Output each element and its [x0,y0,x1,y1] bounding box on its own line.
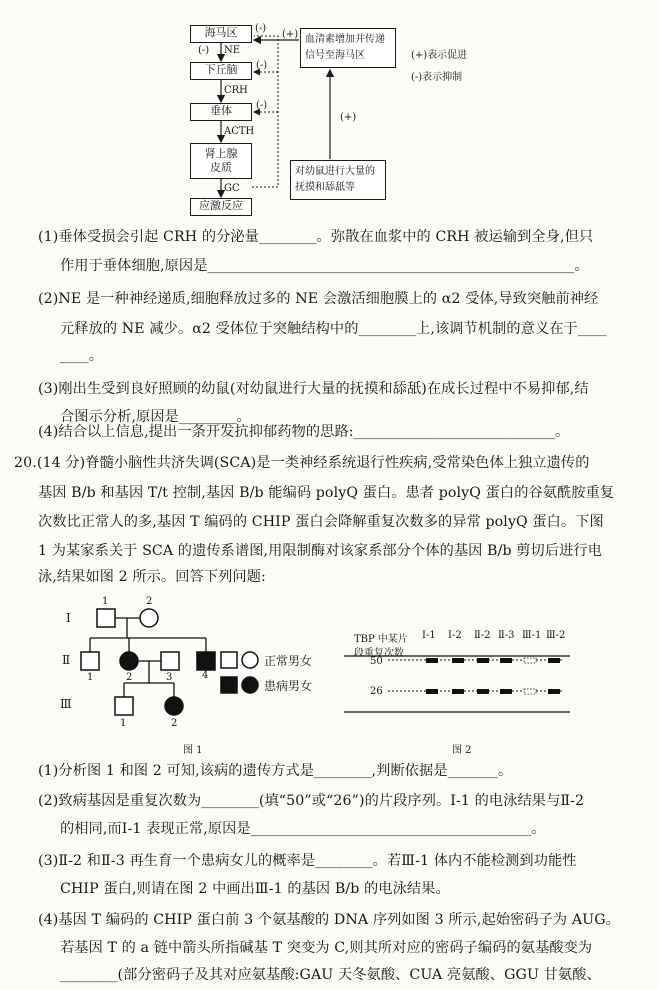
band-26-ii2 [477,689,489,694]
adrenal-cortex-box: 肾上腺 皮质 [190,143,252,179]
acth-label: ACTH [224,126,255,137]
label-ii4: 4 [202,670,209,681]
label-iii1: 1 [120,718,127,729]
band-50-iii1-blank [524,658,536,663]
generation-i-label: I [66,611,71,625]
male-ii3 [161,652,179,670]
band-50-i1 [426,658,438,663]
generation-iii-label: Ⅲ [60,697,72,711]
legend-affected-male [221,677,237,693]
text-line: ____。 [60,348,104,364]
ne-inhibit-mark: (-) [198,45,210,56]
label-iii2: 2 [171,718,178,729]
label-i1: 1 [102,596,109,607]
text-line: 作用于垂体细胞,原因是___________________________________________________。 [60,258,589,274]
signal-promote: (+) [282,29,299,40]
stress-response-box: 应激反应 [190,198,252,216]
band-50-iii2 [548,658,560,663]
row-label-50: 50 [370,656,383,667]
figure-2-caption: 图 2 [452,745,472,756]
text-line: (3)刚出生受到良好照顾的幼鼠(对幼鼠进行大量的抚摸和舔舐)在成长过程中不易抑郁,结 [38,381,589,397]
ne-label: NE [224,45,241,56]
label-i2: 2 [146,596,153,607]
legend-promote: (+)表示促进 [411,50,468,61]
male-ii4-affected [197,652,215,670]
legend-affected-female [242,677,258,693]
lane-label-iii1: Ⅲ-1 [522,630,542,641]
care-promote: (+) [340,112,357,123]
text-line: 20.(14 分)脊髓小脑性共济失调(SCA)是一类神经系统退行性疾病,受常染色体上独立遗传的 [14,455,590,471]
text-line: (2)NE 是一种神经递质,细胞释放过多的 NE 会激活细胞膜上的 α2 受体,导致突触前神经 [38,291,599,307]
text-line: CHIP 蛋白,则请在图 2 中画出Ⅲ-1 的基因 B/b 的电泳结果。 [60,881,450,897]
band-26-iii2 [548,689,560,694]
row-label-26: 26 [370,686,383,697]
feedback-inhibit-1: (-) [255,23,267,34]
text-line: 的相同,而Ⅰ-1 表现正常,原因是_______________________________________。 [60,821,546,837]
female-i2 [140,609,158,627]
label-ii3: 3 [166,672,173,683]
label-ii2: 2 [126,672,133,683]
band-50-i2 [452,658,464,663]
crh-label: CRH [224,85,248,96]
flow-arrows [0,0,658,230]
band-26-ii3 [500,689,512,694]
lane-label-i1: Ⅰ-1 [422,630,436,641]
gel-header-line1: TBP 中某片 [354,634,408,645]
female-iii2-affected [165,697,183,715]
text-line: 1 为某家系关于 SCA 的遗传系谱图,用限制酶对该家系部分个体的基因 B/b 剪切后进行电 [38,543,602,559]
text-line: 次数比正常人的多,基因 T 编码的 CHIP 蛋白会降解重复次数多的异常 polyQ 蛋白。下图 [38,514,604,530]
text-line: (4)基因 T 编码的 CHIP 蛋白前 3 个氨基酸的 DNA 序列如图 3 所示,起始密码子为 AUG。 [38,912,620,928]
male-i1 [97,609,115,627]
text-line: 合图示分析,原因是________。 [60,409,251,425]
band-26-i1 [426,689,438,694]
legend-normal-male [221,652,237,668]
serotonin-signal-box: 血清素增加并传递信号至海马区 [300,28,396,68]
legend-inhibit: (-)表示抑制 [411,72,463,83]
legend-normal-label: 正常男女 [264,654,313,668]
text-line: (1)分析图 1 和图 2 可知,该病的遗传方式是________,判断依据是_______。 [38,763,513,779]
legend-affected-label: 患病男女 [264,679,313,693]
band-26-i2 [452,689,464,694]
gel-header-line2: 段重复次数 [354,648,404,659]
female-ii2-affected [120,652,138,670]
lane-label-ii2: Ⅱ-2 [474,630,491,641]
generation-ii-label: Ⅱ [62,653,71,667]
text-line: 基因 B/b 和基因 T/t 控制,基因 B/b 能编码 polyQ 蛋白。患者 polyQ 蛋白的谷氨酰胺重复 [38,485,615,501]
lane-label-iii2: Ⅲ-2 [546,630,566,641]
figure-1-caption: 图 1 [183,745,203,756]
text-line: 泳,结果如图 2 所示。回答下列问题: [38,569,266,585]
legend-normal-female [242,652,258,668]
gel-chart [340,640,580,720]
text-line: (3)Ⅱ-2 和Ⅱ-3 再生育一个患病女儿的概率是________。若Ⅲ-1 体内不能检测到功能性 [38,853,577,869]
male-iii1 [115,697,133,715]
text-line: 若基因 T 的 a 链中箭头所指碱基 T 突变为 C,则其所对应的密码子编码的氨基酸变为 [60,940,593,956]
hypothalamus-box: 下丘脑 [190,62,252,80]
feedback-inhibit-2: (-) [256,60,268,71]
care-behavior-box: 对幼鼠进行大量的抚摸和舔舐等 [290,160,386,200]
text-line: (4)结合以上信息,提出一条开发抗抑郁药物的思路:____________________________。 [38,424,570,440]
male-ii1 [81,652,99,670]
label-ii1: 1 [87,672,94,683]
band-26-iii1-blank [524,689,536,694]
band-50-ii3 [500,658,512,663]
feedback-inhibit-3: (-) [256,100,268,111]
text-line: (1)垂体受损会引起 CRH 的分泌量________。弥散在血浆中的 CRH 被运输到全身,但只 [38,229,594,245]
text-line: (2)致病基因是重复次数为________(填“50”或“26”)的片段序列。Ⅰ-1 的电泳结果与Ⅱ-2 [38,793,585,809]
lane-label-i2: Ⅰ-2 [448,630,462,641]
lane-label-ii3: Ⅱ-3 [498,630,515,641]
hippocampus-box: 海马区 [190,25,252,43]
gc-label: GC [224,183,240,194]
text-line: ________(部分密码子及其对应氨基酸:GAU 天冬氨酸、CUA 亮氨酸、GGU 甘氨酸、 [60,967,601,983]
band-50-ii2 [477,658,489,663]
pituitary-box: 垂体 [190,103,252,121]
text-line: 元释放的 NE 减少。α2 受体位于突触结构中的________上,该调节机制的意义在于____ [60,321,607,337]
